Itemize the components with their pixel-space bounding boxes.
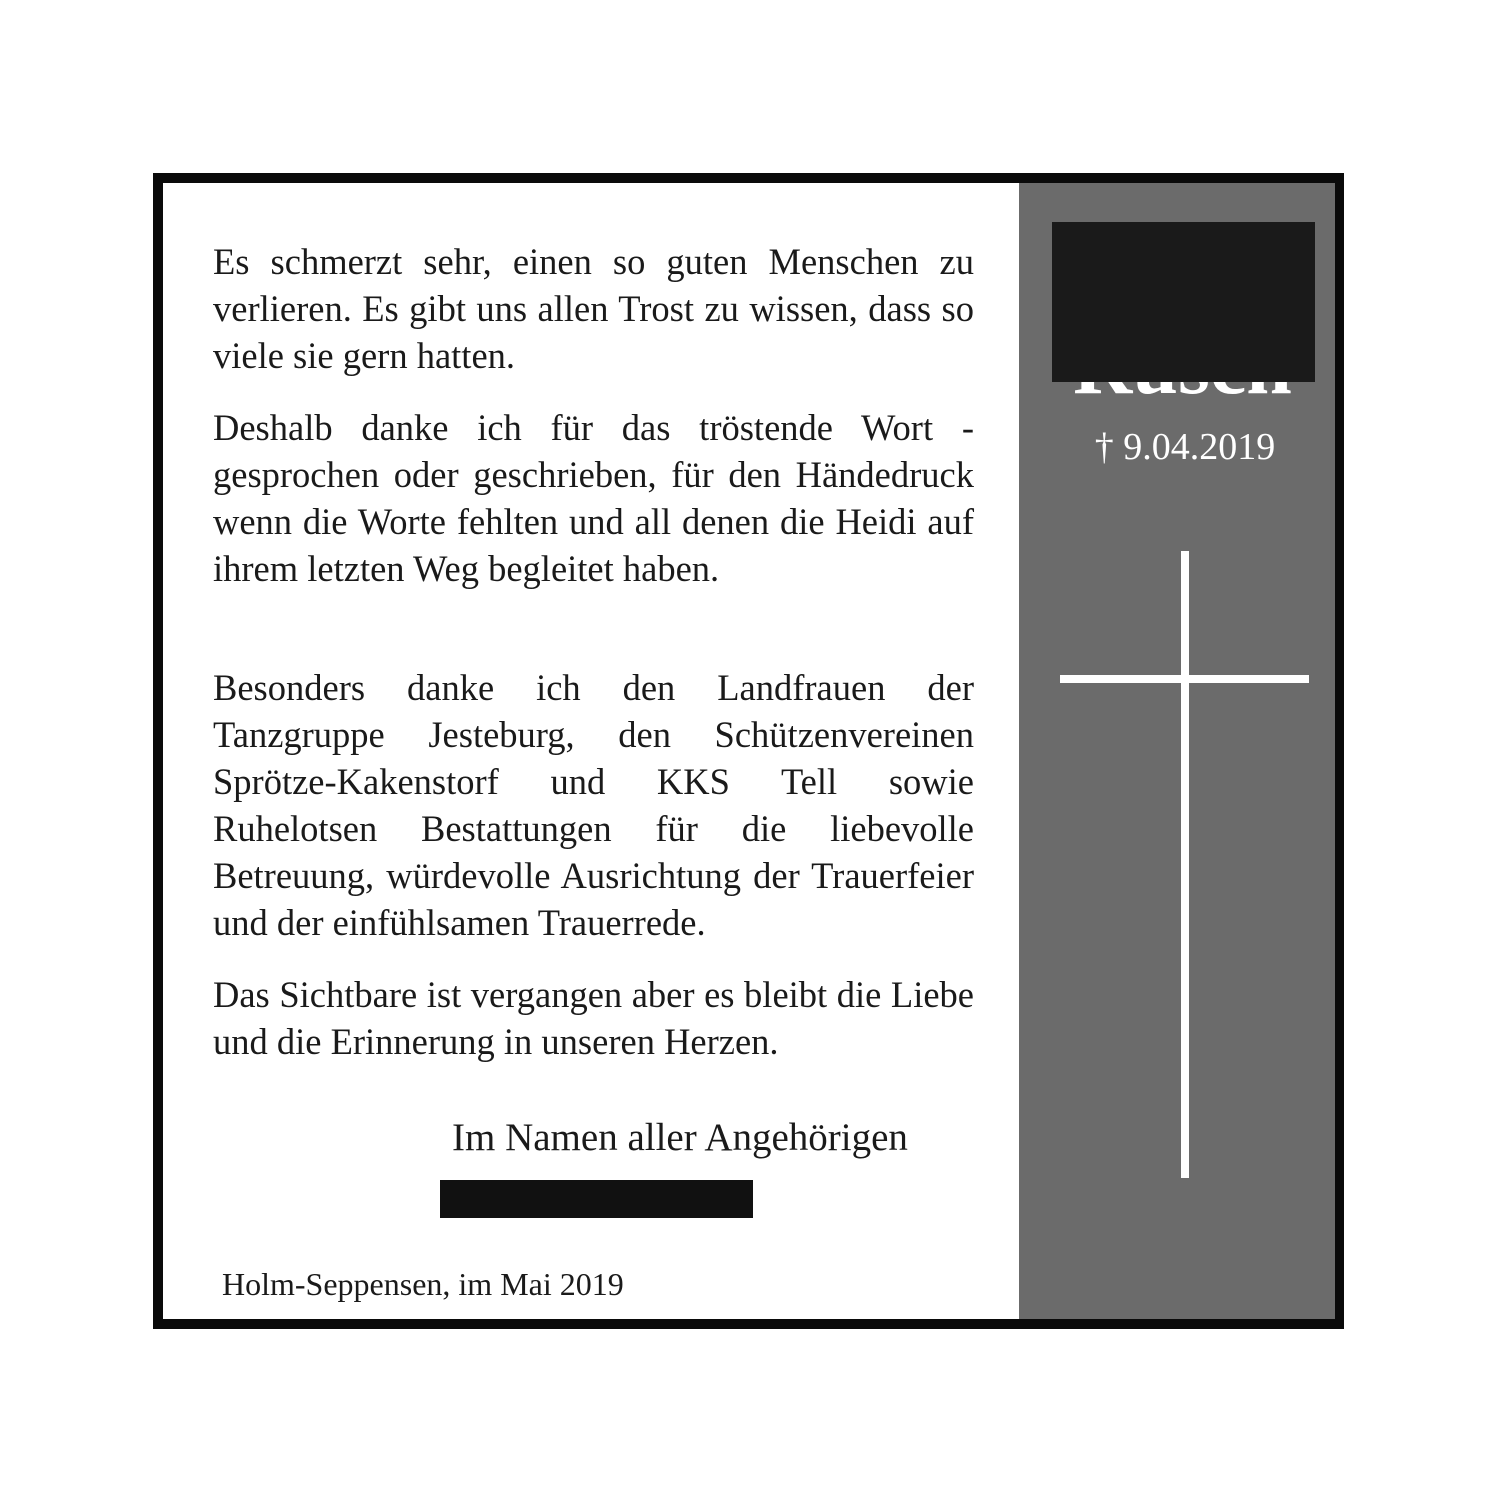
paragraph: Das Sichtbare ist vergangen aber es bleibt die Liebe und die Erinnerung in unseren Herzen.: [213, 974, 974, 1062]
cross-icon-crossbar: [1060, 675, 1309, 683]
cross-icon: [1181, 551, 1189, 1178]
death-date: † 9.04.2019: [1094, 426, 1276, 468]
paragraph: Es schmerzt sehr, einen so guten Menschen zu verlieren. Es gibt uns allen Trost zu wissen, dass so viele sie gern hatten.: [213, 241, 974, 376]
signature-line: Im Namen aller Angehörigen: [452, 1116, 908, 1159]
paragraph: Deshalb danke ich für das tröstende Wort - gesprochen oder geschrieben, für den Händedruck wenn die Worte fehlten und all denen die Heidi auf ihrem letzten Weg begleitet haben.: [213, 407, 974, 589]
redaction-bar-name: [1052, 222, 1315, 382]
paragraph: Besonders danke ich den Landfrauen der Tanzgruppe Jesteburg, den Schützenvereinen Sprötze-Kakenstorf und KKS Tell sowie Ruhelotsen Bestattungen für die liebevolle Betreuung, würdevolle Ausrichtung der Trauerfeier und der einfühlsamen Trauerrede.: [213, 667, 974, 943]
place-date: Holm-Seppensen, im Mai 2019: [222, 1266, 624, 1302]
redaction-bar-signer: [440, 1180, 753, 1218]
